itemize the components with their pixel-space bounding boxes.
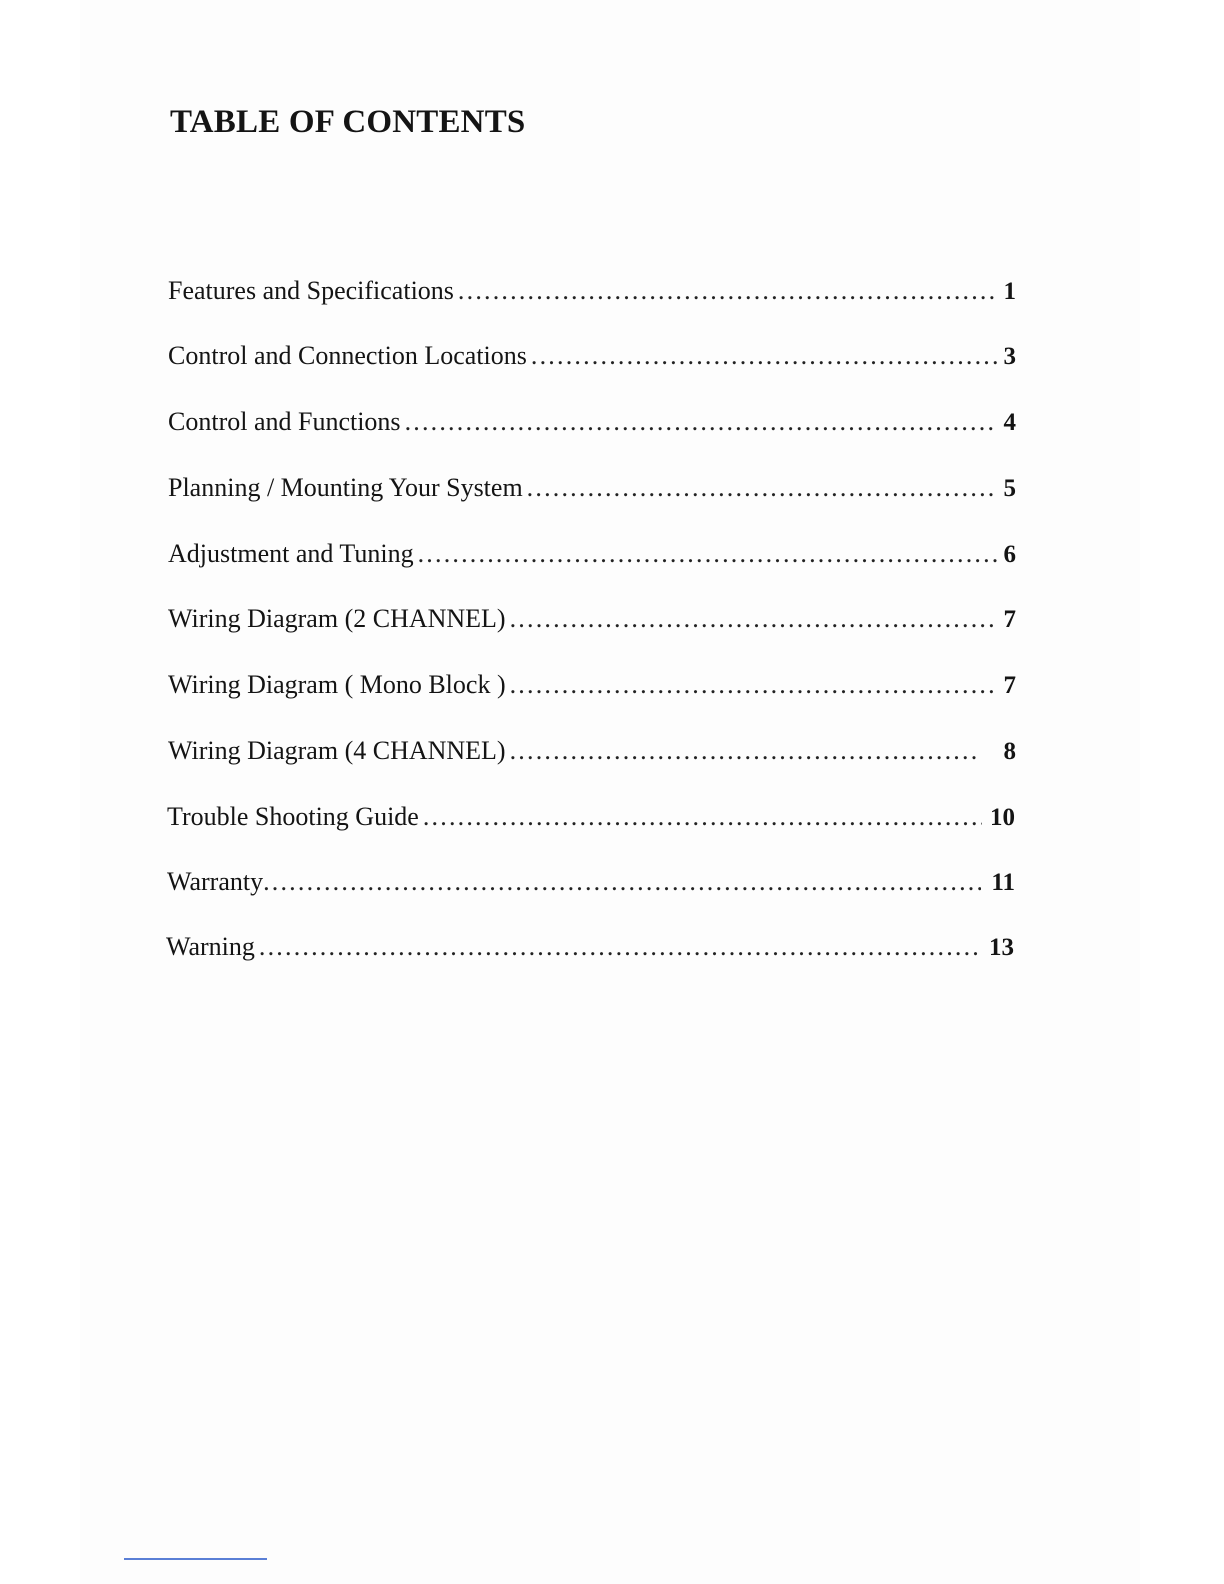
toc-page-number: 5 [1003,475,1016,502]
toc-entry-label: Control and Functions [168,407,401,436]
toc-page-number: 11 [991,869,1015,896]
dot-leader [527,473,997,503]
toc-page-number: 6 [1003,541,1016,568]
footer-rule [124,1558,267,1560]
dot-leader [423,802,982,832]
dot-leader [263,867,981,897]
toc-entry[interactable] [168,539,1016,579]
toc-entry-label: Adjustment and Tuning [168,539,414,568]
toc-entry[interactable] [167,802,1015,842]
toc-entry[interactable] [168,407,1016,447]
toc-entry-label: Features and Specifications [168,276,454,305]
toc-page-number: 13 [989,934,1014,961]
dot-leader [405,407,997,437]
toc-entry-label: Warranty [167,867,264,896]
dot-leader [510,736,980,766]
dot-leader [458,276,997,306]
toc-entry-label: Trouble Shooting Guide [167,802,419,831]
toc-entry[interactable] [168,341,1016,381]
dot-leader [259,932,981,962]
toc-entry-label: Control and Connection Locations [168,341,527,370]
toc-page-number: 4 [1003,409,1016,436]
toc-page-number: 1 [1003,278,1016,305]
toc-entry-label: Wiring Diagram (4 CHANNEL) [168,736,506,765]
toc-entry[interactable] [167,867,1015,907]
toc-entry-label: Wiring Diagram ( Mono Block ) [168,670,506,699]
dot-leader [510,604,997,634]
toc-entry-label: Planning / Mounting Your System [168,473,523,502]
toc-page-number: 3 [1003,343,1016,370]
toc-entry[interactable] [168,276,1016,316]
toc-page-number: 8 [1003,738,1016,765]
toc-entry-label: Wiring Diagram (2 CHANNEL) [168,604,506,633]
dot-leader [510,670,997,700]
toc-entry[interactable] [168,736,1016,776]
toc-entry-label: Warning [166,932,255,961]
toc-page-number: 7 [1003,672,1016,699]
page-title: TABLE OF CONTENTS [170,104,526,140]
toc-page-number: 7 [1003,606,1016,633]
toc-entry[interactable] [168,473,1016,513]
toc-entry[interactable] [168,604,1016,644]
toc-entry[interactable] [168,670,1016,710]
dot-leader [418,539,997,569]
dot-leader [531,341,997,371]
toc-entry[interactable] [166,932,1014,972]
toc-page-number: 10 [990,804,1015,831]
